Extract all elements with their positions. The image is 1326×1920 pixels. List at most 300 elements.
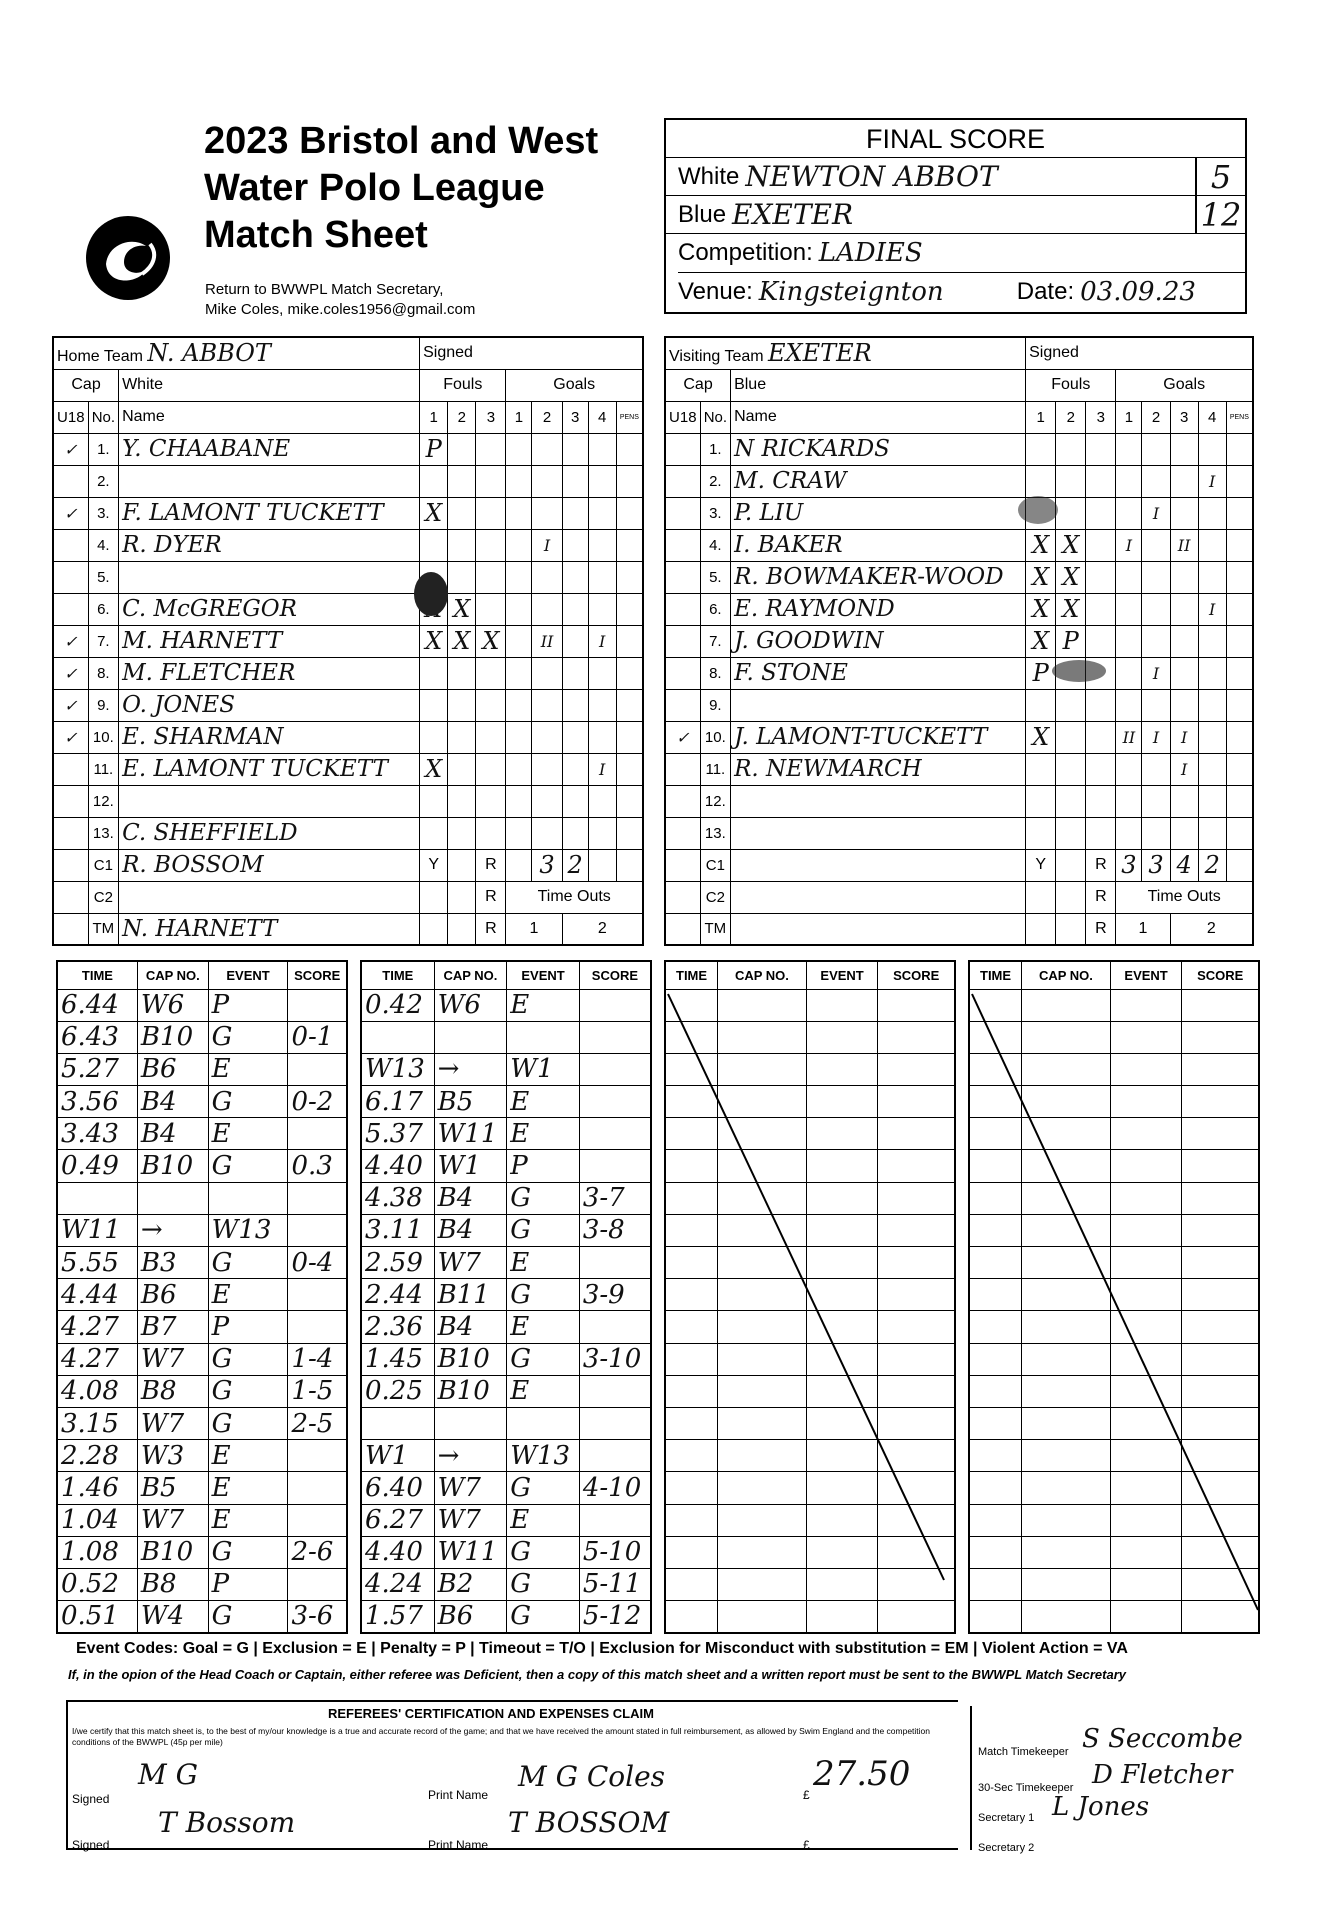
log-score: 0-4 xyxy=(288,1247,347,1279)
away-foul-mark xyxy=(1056,817,1086,849)
home-goal-mark: I xyxy=(532,529,562,561)
away-player-number: 7. xyxy=(700,625,730,657)
log-score xyxy=(579,1118,651,1150)
white-score: 5 xyxy=(1195,158,1245,195)
log-cap: W7 xyxy=(434,1504,507,1536)
home-goal-mark xyxy=(562,625,588,657)
log-row xyxy=(361,1311,651,1343)
log-score xyxy=(288,989,347,1021)
log-row xyxy=(361,1343,651,1375)
home-foul-mark: X xyxy=(420,625,448,657)
home-pens-cell xyxy=(616,657,643,689)
away-player-row xyxy=(665,753,1253,785)
away-u18-tick xyxy=(665,785,700,817)
log-cap xyxy=(434,1021,507,1053)
home-goal-mark xyxy=(588,433,616,465)
log-cap: B8 xyxy=(137,1568,208,1600)
away-goal-mark xyxy=(1116,753,1142,785)
ref2-name: T BOSSOM xyxy=(508,1806,670,1839)
away-player-number: 4. xyxy=(700,529,730,561)
away-goal-mark: II xyxy=(1170,529,1198,561)
home-u18-tick xyxy=(53,785,88,817)
home-player-row xyxy=(53,433,643,465)
log-row xyxy=(361,1504,651,1536)
home-player-rows xyxy=(53,433,643,849)
log-cap: B4 xyxy=(434,1311,507,1343)
log-time xyxy=(361,1021,434,1053)
away-goal-mark: II xyxy=(1116,721,1142,753)
log-event: P xyxy=(208,989,288,1021)
away-goal-col: 4 xyxy=(1198,401,1226,433)
away-u18-tick xyxy=(665,433,700,465)
away-pens-cell xyxy=(1226,689,1253,721)
home-player-row xyxy=(53,721,643,753)
away-foul-mark xyxy=(1056,753,1086,785)
home-goal-mark xyxy=(506,593,532,625)
home-goal-mark xyxy=(532,465,562,497)
home-player-row xyxy=(53,497,643,529)
log-score xyxy=(579,1504,651,1536)
ink-smudge xyxy=(414,572,448,616)
log-time: 5.27 xyxy=(57,1053,137,1085)
away-player-name: R. BOWMAKER-WOOD xyxy=(731,561,1026,593)
title-line-1: 2023 Bristol and West xyxy=(204,120,599,162)
log-cap: → xyxy=(434,1440,507,1472)
log-header: SCORE xyxy=(288,961,347,989)
away-player-name: J. GOODWIN xyxy=(731,625,1026,657)
home-u18-label: U18 xyxy=(53,401,88,433)
away-player-name: I. BAKER xyxy=(731,529,1026,561)
home-goal-mark xyxy=(588,785,616,817)
home-goal-mark xyxy=(562,753,588,785)
away-u18-tick xyxy=(665,561,700,593)
log-score: 2-6 xyxy=(288,1536,347,1568)
home-player-row xyxy=(53,817,643,849)
home-no-label: No. xyxy=(88,401,118,433)
home-foul-mark xyxy=(420,689,448,721)
log-cap: B10 xyxy=(137,1021,208,1053)
log-cap: B10 xyxy=(434,1375,507,1407)
away-goal-mark xyxy=(1116,497,1142,529)
home-player-number: 9. xyxy=(88,689,118,721)
home-player-name xyxy=(119,561,420,593)
away-player-number: 10. xyxy=(700,721,730,753)
log-row xyxy=(57,1472,347,1504)
blue-label: Blue xyxy=(678,200,727,228)
home-player-name xyxy=(119,785,420,817)
log-row xyxy=(57,1601,347,1633)
away-pens-cell xyxy=(1226,657,1253,689)
home-goal-mark xyxy=(506,433,532,465)
home-goal-mark xyxy=(588,497,616,529)
home-foul-mark xyxy=(476,657,506,689)
log-event: G xyxy=(507,1568,580,1600)
home-player-row xyxy=(53,753,643,785)
home-player-name: O. JONES xyxy=(119,689,420,721)
log-header: TIME xyxy=(969,961,1022,989)
away-goal-mark xyxy=(1170,785,1198,817)
away-pens-cell xyxy=(1226,785,1253,817)
away-player-row xyxy=(665,785,1253,817)
ref1-name: M G Coles xyxy=(518,1760,666,1793)
ink-smudge xyxy=(1018,496,1058,524)
log-score: 1-5 xyxy=(288,1375,347,1407)
away-foul-mark: X xyxy=(1026,529,1056,561)
home-c1-goal: 2 xyxy=(562,849,588,881)
away-official-no: C1 xyxy=(700,849,730,881)
away-player-number: 12. xyxy=(700,785,730,817)
away-goal-mark xyxy=(1170,433,1198,465)
away-goal-mark xyxy=(1116,657,1142,689)
home-u18-tick: ✓ xyxy=(53,721,88,753)
home-goal-mark: I xyxy=(588,753,616,785)
away-c1-goal: 4 xyxy=(1170,849,1198,881)
referee-certification xyxy=(66,1700,958,1850)
log-score xyxy=(288,1053,347,1085)
log-event: P xyxy=(208,1311,288,1343)
home-official-name xyxy=(119,881,420,913)
log-event: W13 xyxy=(507,1440,580,1472)
away-goal-mark: I xyxy=(1142,497,1170,529)
away-foul-mark xyxy=(1086,785,1116,817)
home-c1-goal: 3 xyxy=(532,849,562,881)
white-label: White xyxy=(678,162,740,190)
log-header: EVENT xyxy=(806,961,878,989)
log-cap: B5 xyxy=(137,1472,208,1504)
home-pens-cell xyxy=(616,465,643,497)
away-goal-mark xyxy=(1142,753,1170,785)
away-player-name: E. RAYMOND xyxy=(731,593,1026,625)
away-official-no: TM xyxy=(700,913,730,945)
home-u18-tick: ✓ xyxy=(53,497,88,529)
away-player-row xyxy=(665,529,1253,561)
away-foul-mark xyxy=(1026,433,1056,465)
away-goal-mark xyxy=(1142,817,1170,849)
home-player-name xyxy=(119,465,420,497)
away-foul-mark xyxy=(1086,561,1116,593)
away-timeout-1: 1 xyxy=(1116,913,1170,945)
home-foul-mark: X xyxy=(476,625,506,657)
log-time: 0.51 xyxy=(57,1601,137,1633)
away-timeout-2: 2 xyxy=(1170,913,1253,945)
white-team: NEWTON ABBOT xyxy=(745,160,998,193)
log-row xyxy=(361,1440,651,1472)
log-header: TIME xyxy=(361,961,434,989)
home-goal-mark xyxy=(506,689,532,721)
away-foul-mark xyxy=(1026,753,1056,785)
home-player-row xyxy=(53,465,643,497)
secretary1: L Jones xyxy=(1052,1792,1150,1822)
home-foul-mark xyxy=(448,785,476,817)
away-foul-mark xyxy=(1056,721,1086,753)
away-official-no: C2 xyxy=(700,881,730,913)
log-event: G xyxy=(208,1150,288,1182)
home-colour-label: White xyxy=(119,369,420,401)
log-cap: W11 xyxy=(434,1536,507,1568)
away-player-number: 13. xyxy=(700,817,730,849)
log-time: 1.46 xyxy=(57,1472,137,1504)
log-cap: W6 xyxy=(434,989,507,1021)
away-team-label: Visiting Team xyxy=(669,348,764,366)
home-goal-mark: I xyxy=(588,625,616,657)
away-player-row xyxy=(665,689,1253,721)
log-row xyxy=(361,1247,651,1279)
away-player-number: 2. xyxy=(700,465,730,497)
log-row xyxy=(57,1053,347,1085)
away-foul-mark: P xyxy=(1026,657,1056,689)
ref2-signed-label: Signed xyxy=(72,1838,110,1852)
blue-team: EXETER xyxy=(732,198,854,231)
log-row xyxy=(57,1182,347,1214)
log-time: 3.15 xyxy=(57,1407,137,1439)
away-signed-label: Signed xyxy=(1026,337,1253,369)
log-event: G xyxy=(208,1086,288,1118)
home-goal-mark xyxy=(532,785,562,817)
home-foul-mark xyxy=(448,465,476,497)
away-goal-mark xyxy=(1142,689,1170,721)
log-score xyxy=(579,1150,651,1182)
away-foul-mark: P xyxy=(1056,625,1086,657)
away-foul-mark xyxy=(1056,465,1086,497)
away-goal-mark xyxy=(1198,529,1226,561)
log-event: P xyxy=(507,1150,580,1182)
log-score xyxy=(288,1472,347,1504)
log-score xyxy=(288,1214,347,1246)
away-foul-col: 1 xyxy=(1026,401,1056,433)
home-goal-mark xyxy=(562,785,588,817)
away-foul-mark xyxy=(1086,433,1116,465)
home-goal-mark xyxy=(506,721,532,753)
away-foul-mark: X xyxy=(1026,593,1056,625)
home-goal-mark xyxy=(588,593,616,625)
venue-label: Venue: xyxy=(678,277,753,305)
log-header: EVENT xyxy=(208,961,288,989)
title-line-3: Match Sheet xyxy=(204,214,428,256)
log-row xyxy=(361,1472,651,1504)
log-cap: B2 xyxy=(434,1568,507,1600)
away-fouls-label: Fouls xyxy=(1026,369,1116,401)
away-goal-mark xyxy=(1198,497,1226,529)
log-time: 6.40 xyxy=(361,1472,434,1504)
log-score xyxy=(288,1182,347,1214)
home-goal-mark xyxy=(506,561,532,593)
log-time: 0.52 xyxy=(57,1568,137,1600)
strike-line-log-4 xyxy=(968,990,1260,1620)
log-score xyxy=(579,1375,651,1407)
home-pens-cell xyxy=(616,497,643,529)
away-team-name: EXETER xyxy=(768,339,872,368)
venue-value: Kingsteignton xyxy=(758,276,944,307)
log-event: G xyxy=(507,1472,580,1504)
log-time: 2.44 xyxy=(361,1279,434,1311)
away-player-name: R. NEWMARCH xyxy=(731,753,1026,785)
away-r-label: R xyxy=(1086,881,1116,913)
home-timeout-1: 1 xyxy=(506,913,562,945)
home-player-number: 6. xyxy=(88,593,118,625)
away-player-row xyxy=(665,497,1253,529)
away-goal-mark: I xyxy=(1170,753,1198,785)
home-goal-mark xyxy=(532,433,562,465)
away-goal-mark xyxy=(1198,785,1226,817)
home-player-number: 3. xyxy=(88,497,118,529)
log-time: 4.40 xyxy=(361,1150,434,1182)
log-row xyxy=(57,1536,347,1568)
log-event xyxy=(507,1021,580,1053)
home-player-name: Y. CHAABANE xyxy=(119,433,420,465)
log-cap: W1 xyxy=(434,1150,507,1182)
home-timeouts-label: Time Outs xyxy=(506,881,643,913)
log-cap: B6 xyxy=(137,1053,208,1085)
log-cap: B5 xyxy=(434,1086,507,1118)
ref1-pound: £ xyxy=(803,1788,810,1802)
log-score: 4-10 xyxy=(579,1472,651,1504)
log-time: 6.17 xyxy=(361,1086,434,1118)
away-official-name xyxy=(731,913,1026,945)
log-header: SCORE xyxy=(878,961,955,989)
log-row xyxy=(57,1311,347,1343)
away-goal-col: 2 xyxy=(1142,401,1170,433)
log-score: 3-6 xyxy=(288,1601,347,1633)
log-row xyxy=(57,989,347,1021)
away-player-number: 11. xyxy=(700,753,730,785)
home-goal-mark xyxy=(588,817,616,849)
log-score xyxy=(288,1568,347,1600)
home-timeout-2: 2 xyxy=(562,913,643,945)
home-player-number: 10. xyxy=(88,721,118,753)
away-no-label: No. xyxy=(700,401,730,433)
away-goal-mark: I xyxy=(1142,657,1170,689)
home-player-name: C. SHEFFIELD xyxy=(119,817,420,849)
white-row xyxy=(666,158,1245,196)
home-official-name: R. BOSSOM xyxy=(119,849,420,881)
log-row xyxy=(361,1279,651,1311)
log-row xyxy=(57,1279,347,1311)
home-player-number: 11. xyxy=(88,753,118,785)
home-goal-mark xyxy=(532,657,562,689)
home-player-name: C. McGREGOR xyxy=(119,593,420,625)
home-official-no: C1 xyxy=(88,849,118,881)
away-pens-label: PENS xyxy=(1226,401,1253,433)
away-foul-mark: X xyxy=(1026,625,1056,657)
away-u18-label: U18 xyxy=(665,401,700,433)
home-goal-mark xyxy=(532,721,562,753)
away-u18-tick xyxy=(665,593,700,625)
log-cap: W4 xyxy=(137,1601,208,1633)
log-cap: B3 xyxy=(137,1247,208,1279)
log-header: TIME xyxy=(665,961,718,989)
blue-score: 12 xyxy=(1195,196,1245,233)
away-pens-cell xyxy=(1226,497,1253,529)
sheet-title xyxy=(204,118,664,259)
away-c1-goal: 2 xyxy=(1198,849,1226,881)
away-foul-mark xyxy=(1086,817,1116,849)
home-pens-cell xyxy=(616,593,643,625)
log-cap: W3 xyxy=(137,1440,208,1472)
away-goal-mark xyxy=(1170,593,1198,625)
log-cap xyxy=(137,1182,208,1214)
home-team-label: Home Team xyxy=(57,348,143,366)
home-y-label: Y xyxy=(420,849,448,881)
log-time: 5.37 xyxy=(361,1118,434,1150)
away-goal-mark xyxy=(1142,529,1170,561)
log-header: EVENT xyxy=(507,961,580,989)
away-pens-cell xyxy=(1226,465,1253,497)
log-score: 5-11 xyxy=(579,1568,651,1600)
home-foul-mark xyxy=(476,689,506,721)
log-row xyxy=(57,1150,347,1182)
home-team-name: N. ABBOT xyxy=(147,339,271,368)
log-time: W1 xyxy=(361,1440,434,1472)
home-u18-tick xyxy=(53,465,88,497)
away-goal-mark xyxy=(1142,465,1170,497)
away-goal-mark xyxy=(1198,689,1226,721)
title-line-2: Water Polo League xyxy=(204,167,545,209)
table-officials xyxy=(970,1706,1262,1854)
home-goal-col: 1 xyxy=(506,401,532,433)
log-score xyxy=(288,1440,347,1472)
home-goal-mark xyxy=(506,753,532,785)
away-pens-cell xyxy=(1226,529,1253,561)
away-goal-mark xyxy=(1198,561,1226,593)
log-cap: B11 xyxy=(434,1279,507,1311)
shot-timekeeper-label: 30-Sec Timekeeper xyxy=(978,1782,1074,1794)
away-y-label: Y xyxy=(1026,849,1056,881)
home-goals-label: Goals xyxy=(506,369,643,401)
log-time: 4.44 xyxy=(57,1279,137,1311)
log-event: E xyxy=(208,1279,288,1311)
return-line-1: Return to BWWPL Match Secretary, xyxy=(205,281,444,298)
home-u18-tick: ✓ xyxy=(53,433,88,465)
home-player-row xyxy=(53,625,643,657)
home-foul-mark xyxy=(448,689,476,721)
away-player-name: N RICKARDS xyxy=(731,433,1026,465)
away-u18-tick xyxy=(665,689,700,721)
log-cap: B7 xyxy=(137,1311,208,1343)
home-u18-tick xyxy=(53,561,88,593)
log-event xyxy=(208,1182,288,1214)
home-player-number: 13. xyxy=(88,817,118,849)
away-player-rows xyxy=(665,433,1253,849)
home-u18-tick xyxy=(53,593,88,625)
home-goal-mark xyxy=(532,689,562,721)
away-foul-mark xyxy=(1086,689,1116,721)
log-cap xyxy=(434,1407,507,1439)
away-player-number: 9. xyxy=(700,689,730,721)
home-goal-mark xyxy=(588,689,616,721)
log-score: 0.3 xyxy=(288,1150,347,1182)
home-foul-mark: X xyxy=(448,625,476,657)
home-player-row xyxy=(53,689,643,721)
ref1-amount: 27.50 xyxy=(813,1754,911,1794)
away-official-name xyxy=(731,849,1026,881)
away-foul-mark: X xyxy=(1056,593,1086,625)
away-goal-mark xyxy=(1142,785,1170,817)
away-foul-mark: X xyxy=(1056,561,1086,593)
home-foul-mark xyxy=(476,433,506,465)
home-goal-mark xyxy=(562,561,588,593)
away-foul-mark: X xyxy=(1056,529,1086,561)
away-c1-goal: 3 xyxy=(1142,849,1170,881)
home-goal-mark xyxy=(532,497,562,529)
log-row xyxy=(361,1568,651,1600)
log-score: 0-2 xyxy=(288,1086,347,1118)
home-cap-label: Cap xyxy=(53,369,119,401)
home-goal-col: 4 xyxy=(588,401,616,433)
log-row xyxy=(361,1214,651,1246)
away-player-number: 6. xyxy=(700,593,730,625)
home-foul-mark xyxy=(420,529,448,561)
away-goal-mark xyxy=(1198,817,1226,849)
